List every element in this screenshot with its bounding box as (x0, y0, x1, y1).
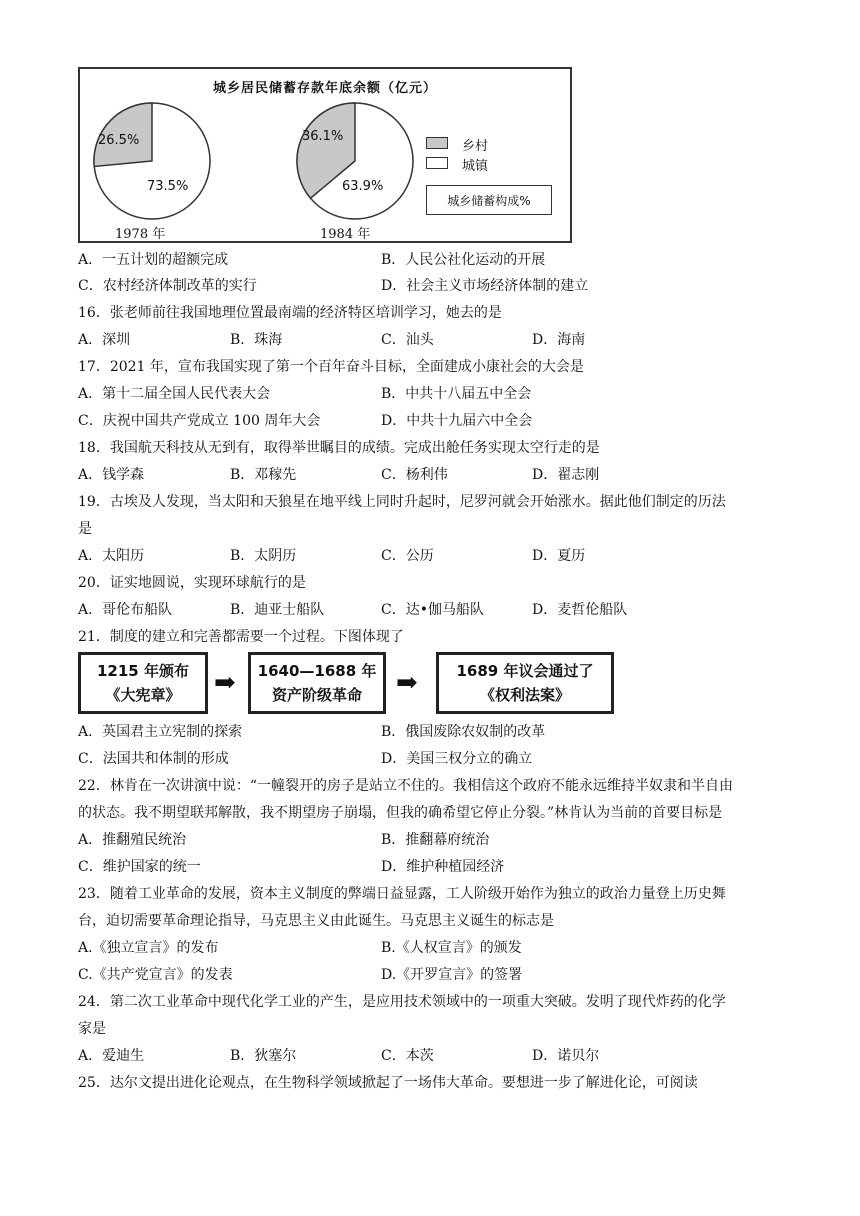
q21-option-d: D．美国三权分立的确立 (381, 751, 533, 767)
q23-option-c: C.《共产党宣言》的发表 (78, 967, 233, 983)
legend-urban-label: 城镇 (462, 159, 489, 174)
q24-stem-line1: 24．第二次工业革命中现代化学工业的产生，是应用技术领域中的一项重大突破。发明了现代炸药的化学 (78, 994, 726, 1010)
q23-option-a: A.《独立宣言》的发布 (78, 940, 219, 956)
q21-option-a: A．英国君主立宪制的探索 (78, 724, 243, 740)
q19-stem-line1: 19．古埃及人发现，当太阳和天狼星在地平线上同时升起时，尼罗河就会开始涨水。据此他们制定的历法 (78, 494, 726, 510)
q18-option-b: B．邓稼先 (230, 467, 297, 483)
q19-option-b: B．太阴历 (230, 548, 297, 564)
q20-option-c: C．达•伽马船队 (381, 602, 484, 618)
q17-option-c: C．庆祝中国共产党成立 100 周年大会 (78, 413, 321, 429)
q18-option-a: A．钱学森 (78, 467, 145, 483)
q24-option-c: C．本茨 (381, 1048, 434, 1064)
q16-option-b: B．珠海 (230, 332, 283, 348)
legend-urban-swatch (426, 157, 448, 169)
q22-stem-line2: 的状态。我不期望联邦解散，我不期望房子崩塌，但我的确希望它停止分裂。”林肯认为当前的首要目标是 (78, 805, 723, 821)
q22-option-c: C．维护国家的统一 (78, 859, 201, 875)
flow-box-revolution (248, 652, 386, 714)
pie-1984 (297, 103, 413, 219)
q16-option-a: A．深圳 (78, 332, 131, 348)
q16-option-d: D．海南 (532, 332, 586, 348)
q18-stem: 18．我国航天科技从无到有，取得举世瞩目的成绩。完成出舱任务实现太空行走的是 (78, 440, 600, 456)
q18-option-c: C．杨利伟 (381, 467, 448, 483)
q22-option-b: B．推翻幕府统治 (381, 832, 490, 848)
pie-1984-rural-label: 36.1% (302, 129, 344, 144)
q17-option-a: A．第十二届全国人民代表大会 (78, 386, 271, 402)
q20-stem: 20．证实地圆说，实现环球航行的是 (78, 575, 306, 591)
q17-option-d: D．中共十九届六中全会 (381, 413, 533, 429)
flow-box-3-line1: 1689 年议会通过了 (456, 662, 594, 680)
q15-option-b: B．人民公社化运动的开展 (381, 252, 546, 268)
q23-stem-line2: 台，迫切需要革命理论指导，马克思主义由此诞生。马克思主义诞生的标志是 (78, 913, 554, 929)
q22-option-a: A．推翻殖民统治 (78, 832, 187, 848)
flow-box-2-line2: 资产阶级革命 (271, 686, 362, 704)
q20-option-d: D．麦哲伦船队 (532, 602, 628, 618)
q20-option-b: B．迪亚士船队 (230, 602, 325, 618)
q19-option-d: D．夏历 (532, 548, 586, 564)
flow-box-bill-of-rights (436, 652, 614, 714)
q15-option-d: D．社会主义市场经济体制的建立 (381, 278, 589, 294)
pie-1984-year: 1984 年 (320, 227, 371, 242)
q22-stem-line1: 22．林肯在一次讲演中说：“一幢裂开的房子是站立不住的。我相信这个政府不能永远维持半奴隶和半自由 (78, 778, 733, 794)
q15-option-a: A．一五计划的超额完成 (78, 252, 229, 268)
pie-1984-urban-label: 63.9% (342, 179, 384, 194)
q15-option-c: C．农村经济体制改革的实行 (78, 278, 257, 294)
q21-stem: 21．制度的建立和完善都需要一个过程。下图体现了 (78, 629, 404, 645)
flow-box-1-line2: 《大宪章》 (105, 686, 181, 704)
q23-stem-line1: 23．随着工业革命的发展，资本主义制度的弊端日益显露，工人阶级开始作为独立的政治力量登上历史舞 (78, 886, 726, 902)
q19-stem-line2: 是 (78, 521, 92, 537)
q20-option-a: A．哥伦布船队 (78, 602, 173, 618)
q23-option-b: B.《人权宣言》的颁发 (381, 940, 522, 956)
figure-title: 城乡居民储蓄存款年底余额（亿元） (212, 81, 437, 96)
flow-arrow-2-icon: ➡ (396, 668, 418, 698)
legend-caption: 城乡储蓄构成% (426, 185, 552, 215)
q18-option-d: D．翟志刚 (532, 467, 600, 483)
q21-option-c: C．法国共和体制的形成 (78, 751, 229, 767)
pie-1978-year: 1978 年 (115, 227, 166, 242)
flow-box-3-line2: 《权利法案》 (479, 686, 570, 704)
pie-charts-svg (80, 69, 570, 241)
flow-box-1-line1: 1215 年颁布 (97, 662, 189, 680)
q25-stem: 25．达尔文提出进化论观点，在生物科学领域掀起了一场伟大革命。要想进一步了解进化论，可阅读 (78, 1075, 698, 1091)
legend-rural-label: 乡村 (462, 139, 489, 154)
pie-1978-urban-label: 73.5% (147, 179, 189, 194)
flow-box-2-line1: 1640—1688 年 (257, 662, 377, 680)
pie-1978-rural-label: 26.5% (98, 133, 140, 148)
q19-option-c: C．公历 (381, 548, 434, 564)
legend-rural-swatch (426, 137, 448, 149)
q17-option-b: B．中共十八届五中全会 (381, 386, 532, 402)
q16-option-c: C．汕头 (381, 332, 434, 348)
q21-option-b: B．俄国废除农奴制的改革 (381, 724, 546, 740)
q21-flow-diagram (78, 652, 618, 718)
flow-arrow-1-icon: ➡ (214, 668, 236, 698)
q24-option-b: B．狄塞尔 (230, 1048, 297, 1064)
q24-option-d: D．诺贝尔 (532, 1048, 600, 1064)
savings-pie-figure (78, 67, 572, 243)
q16-stem: 16．张老师前往我国地理位置最南端的经济特区培训学习，她去的是 (78, 305, 502, 321)
flow-box-magna-carta (78, 652, 208, 714)
q19-option-a: A．太阳历 (78, 548, 145, 564)
pie-1978 (94, 103, 210, 219)
q17-stem: 17．2021 年，宣布我国实现了第一个百年奋斗目标，全面建成小康社会的大会是 (78, 359, 584, 375)
q23-option-d: D.《开罗宣言》的签署 (381, 967, 523, 983)
q22-option-d: D．维护种植园经济 (381, 859, 505, 875)
q24-stem-line2: 家是 (78, 1021, 106, 1037)
q24-option-a: A．爱迪生 (78, 1048, 145, 1064)
